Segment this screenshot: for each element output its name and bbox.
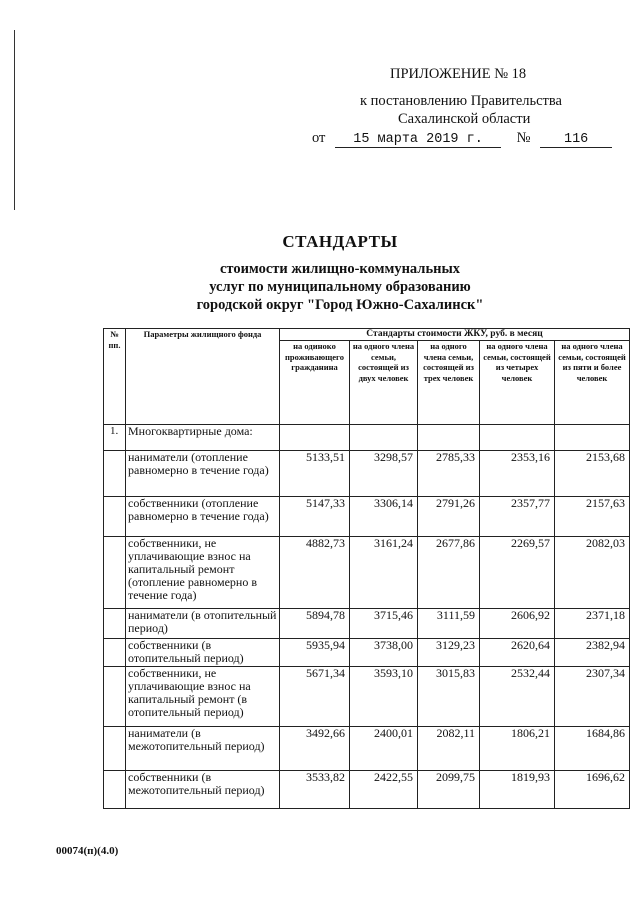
row-value: 3111,59 [418, 609, 480, 639]
number-label: № [516, 130, 531, 146]
row-value: 3306,14 [350, 497, 418, 537]
row-value: 3129,23 [418, 639, 480, 667]
resolution-date: 15 марта 2019 г. [335, 132, 501, 148]
row-value: 5935,94 [280, 639, 350, 667]
row-param: наниматели (в межотопительный период) [126, 727, 280, 771]
table-row [104, 639, 630, 667]
appendix-date-row [312, 130, 612, 148]
row-value: 5133,51 [280, 451, 350, 497]
row-value: 1806,21 [480, 727, 555, 771]
table-row [104, 667, 630, 727]
table-row [104, 771, 630, 809]
row-value: 1819,93 [480, 771, 555, 809]
row-value: 2099,75 [418, 771, 480, 809]
table-row [104, 451, 630, 497]
standards-table [103, 328, 630, 809]
row-value: 3533,82 [280, 771, 350, 809]
footer-code: 00074(п)(4.0) [56, 845, 119, 857]
appendix-region: Сахалинской области [398, 111, 531, 127]
row-num-cell [104, 639, 126, 667]
resolution-number: 116 [540, 132, 612, 148]
row-value: 2153,68 [555, 451, 630, 497]
row-value: 3015,83 [418, 667, 480, 727]
row-param: наниматели (в отопительный период) [126, 609, 280, 639]
section-label: Многоквартирные дома: [126, 425, 280, 451]
row-value: 5671,34 [280, 667, 350, 727]
row-value: 2785,33 [418, 451, 480, 497]
subtitle-line: городской округ "Город Южно-Сахалинск" [196, 297, 484, 313]
appendix-title: ПРИЛОЖЕНИЕ № 18 [390, 66, 527, 82]
table-row [104, 609, 630, 639]
row-value: 2157,63 [555, 497, 630, 537]
row-value: 2371,18 [555, 609, 630, 639]
date-from-label: от [312, 130, 326, 146]
row-value: 2400,01 [350, 727, 418, 771]
header-col-two: на одного члена семьи, состоящей из двух человек [350, 341, 418, 425]
row-num-cell [104, 771, 126, 809]
row-num-cell [104, 609, 126, 639]
row-value: 2677,86 [418, 537, 480, 609]
row-value: 2382,94 [555, 639, 630, 667]
row-num-cell [104, 451, 126, 497]
row-value: 2269,57 [480, 537, 555, 609]
table-row [104, 727, 630, 771]
header-params: Параметры жилищного фонда [126, 329, 280, 425]
header-col-three: на одного члена семьи, состоящей из трех человек [418, 341, 480, 425]
row-value: 2082,11 [418, 727, 480, 771]
row-param: собственники, не уплачивающие взнос на капитальный ремонт (в отопительный период) [126, 667, 280, 727]
row-value: 3738,00 [350, 639, 418, 667]
row-num-cell [104, 537, 126, 609]
row-value: 2532,44 [480, 667, 555, 727]
row-value: 3492,66 [280, 727, 350, 771]
row-value: 1684,86 [555, 727, 630, 771]
header-col-single: на одиноко проживающего гражданина [280, 341, 350, 425]
row-value: 2791,26 [418, 497, 480, 537]
row-param: собственники, не уплачивающие взнос на капитальный ремонт (отопление равномерно в течение года) [126, 537, 280, 609]
row-param: собственники (в межотопительный период) [126, 771, 280, 809]
scan-edge-line [14, 30, 15, 210]
row-value: 3298,57 [350, 451, 418, 497]
row-value: 4882,73 [280, 537, 350, 609]
row-param: собственники (в отопительный период) [126, 639, 280, 667]
row-num-cell [104, 667, 126, 727]
row-value: 1696,62 [555, 771, 630, 809]
section-num: 1. [104, 425, 126, 451]
header-col-four: на одного члена семьи, состоящей из четырех человек [480, 341, 555, 425]
appendix-resolution: к постановлению Правительства [360, 93, 562, 109]
row-value: 2620,64 [480, 639, 555, 667]
row-num-cell [104, 497, 126, 537]
row-param: наниматели (отопление равномерно в течение года) [126, 451, 280, 497]
row-value: 3161,24 [350, 537, 418, 609]
row-value: 2353,16 [480, 451, 555, 497]
table-row [104, 497, 630, 537]
subtitle-line: услуг по муниципальному образованию [209, 279, 471, 295]
row-param: собственники (отопление равномерно в течение года) [126, 497, 280, 537]
row-value: 3593,10 [350, 667, 418, 727]
document-title: СТАНДАРТЫ [282, 232, 398, 251]
table-row [104, 537, 630, 609]
row-value: 3715,46 [350, 609, 418, 639]
row-value: 2422,55 [350, 771, 418, 809]
header-group: Стандарты стоимости ЖКУ, руб. в месяц [280, 329, 630, 341]
row-value: 2606,92 [480, 609, 555, 639]
row-value: 5894,78 [280, 609, 350, 639]
document-subtitle [40, 260, 640, 314]
header-col-five-plus: на одного члена семьи, состоящей из пяти и более человек [555, 341, 630, 425]
header-num: № пп. [104, 329, 126, 425]
row-num-cell [104, 727, 126, 771]
row-value: 2082,03 [555, 537, 630, 609]
row-value: 5147,33 [280, 497, 350, 537]
subtitle-line: стоимости жилищно-коммунальных [219, 261, 461, 277]
row-value: 2357,77 [480, 497, 555, 537]
row-value: 2307,34 [555, 667, 630, 727]
